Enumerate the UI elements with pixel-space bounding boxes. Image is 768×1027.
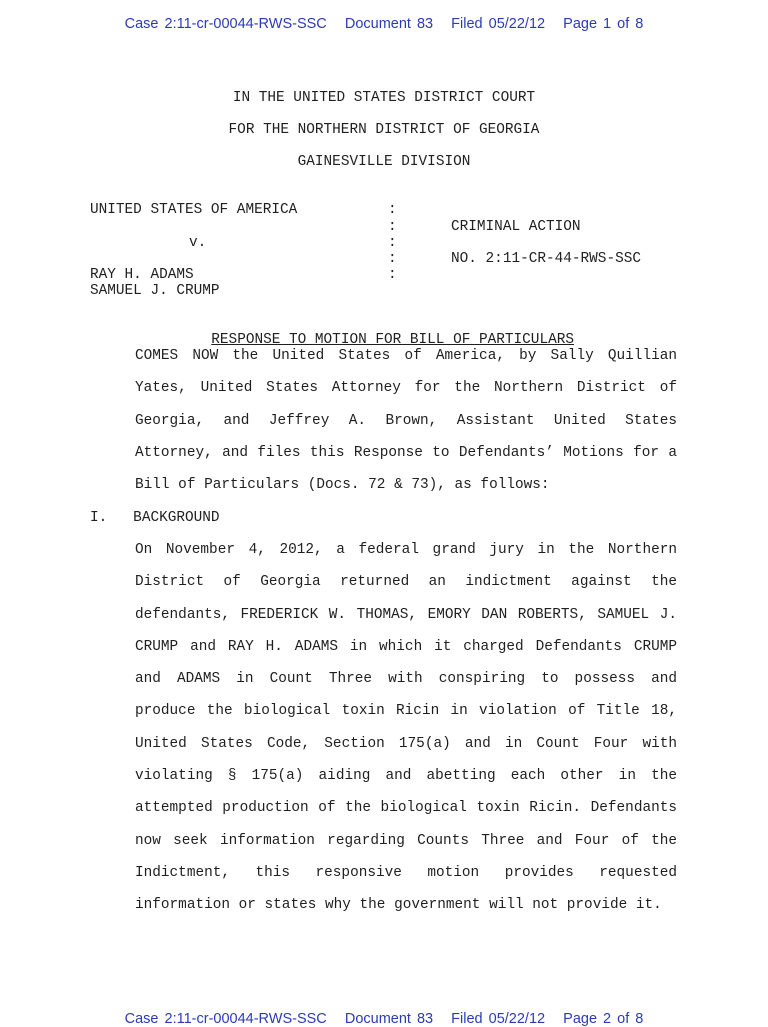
- caption-plaintiff: UNITED STATES OF AMERICA: [90, 202, 298, 218]
- caption-action-type: CRIMINAL ACTION: [451, 219, 581, 235]
- court-division-line: GAINESVILLE DIVISION: [297, 154, 471, 170]
- caption-colon: :: [388, 219, 397, 235]
- caption-defendant: SAMUEL J. CRUMP: [90, 283, 220, 299]
- caption-colon: :: [388, 251, 397, 267]
- caption-defendant: RAY H. ADAMS: [90, 267, 194, 283]
- caption-case-number: NO. 2:11-CR-44-RWS-SSC: [451, 251, 641, 267]
- background-paragraph: [90, 534, 677, 922]
- section-heading: I. BACKGROUND: [90, 510, 220, 526]
- document-title-text: RESPONSE TO MOTION FOR BILL OF PARTICULARS: [211, 332, 574, 348]
- court-district-line: FOR THE NORTHERN DISTRICT OF GEORGIA: [228, 122, 540, 138]
- ecf-header: Case 2:11-cr-00044-RWS-SSC Document 83 Filed 05/22/12 Page 1 of 8: [124, 16, 644, 32]
- caption-colon: :: [388, 202, 397, 218]
- caption-colon: :: [388, 267, 397, 283]
- caption-versus: v.: [189, 235, 207, 251]
- ecf-header-next-page: Case 2:11-cr-00044-RWS-SSC Document 83 Filed 05/22/12 Page 2 of 8: [124, 1011, 644, 1027]
- intro-paragraph: [90, 340, 677, 501]
- caption-colon: :: [388, 235, 397, 251]
- intro-paragraph-text: COMES NOW the United States of America, by Sally Quillian Yates, United States Attorney for the Northern District of Georgia, and Jeffrey A. Brown, Assistant United States Attorney, and files this Response to Defendants’ Motions for a Bill of Particulars (Docs. 72 & 73), as follows:: [135, 348, 677, 494]
- background-paragraph-text: On November 4, 2012, a federal grand jury in the Northern District of Georgia returned an indictment against the defendants, FREDERICK W. THOMAS, EMORY DAN ROBERTS, SAMUEL J. CRUMP and RAY H. ADAMS in which it charged Defendants CRUMP and ADAMS in Count Three with conspiring to possess and produce the biological toxin Ricin in violation of Title 18, United States Code, Section 175(a) and in Count Four with violating § 175(a) aiding and abetting each other in the attempted production of the biological toxin Ricin. Defendants now seek information regarding Counts Three and Four of the Indictment, this responsive motion provides requested information or states why the government will not provide it.: [135, 542, 677, 914]
- court-name-line: IN THE UNITED STATES DISTRICT COURT: [232, 90, 536, 106]
